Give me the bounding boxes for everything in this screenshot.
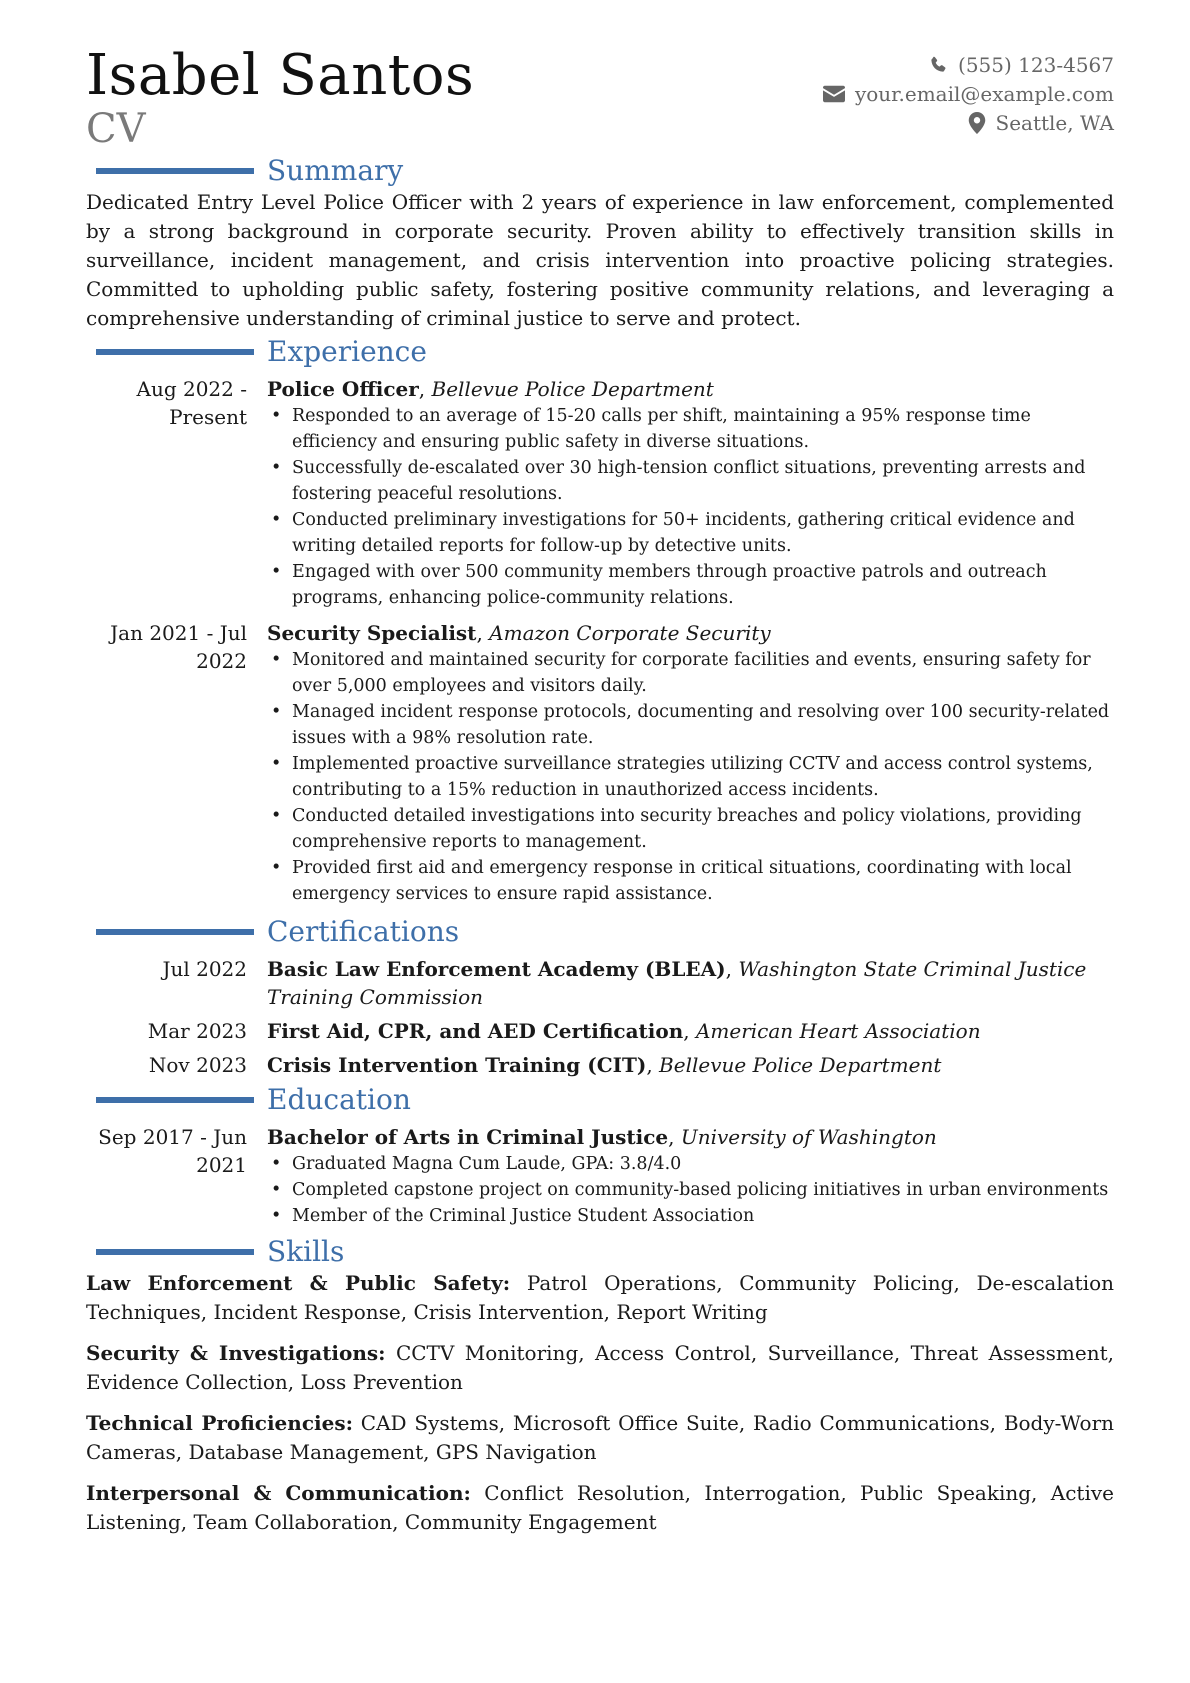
achievement-list — [267, 647, 1114, 907]
achievement-item: • Responded to an average of 15-20 calls per shift, maintaining a 95% response time efficiency and ensuring public safety in diverse situations. — [267, 403, 1114, 455]
person-name: Isabel Santos — [86, 43, 475, 108]
section-title: Summary — [267, 154, 404, 187]
issuer-name: Washington State Criminal Justice Training Commission — [267, 957, 1087, 1009]
entry-date: Nov 2023 — [148, 1053, 247, 1077]
entry-body — [267, 955, 1114, 1011]
entry-date: Sep 2017 - Jun 2021 — [98, 1125, 247, 1177]
entry-heading: Basic Law Enforcement Academy (BLEA), Washington State Criminal Justice Training Commission — [267, 957, 1087, 1009]
experience-entry — [86, 375, 1114, 611]
entry-date: Aug 2022 - Present — [136, 377, 247, 429]
skill-category: Security & Investigations: — [86, 1341, 386, 1365]
achievement-item: • Successfully de-escalated over 30 high-tension conflict situations, preventing arrests and fostering peaceful resolutions. — [267, 455, 1114, 507]
employer-name: Bellevue Police Department — [431, 377, 714, 401]
skill-values: CCTV Monitoring, Access Control, Surveillance, Threat Assessment, Evidence Collection, Loss Prevention — [86, 1341, 1114, 1394]
skill-group — [86, 1409, 1114, 1467]
school-name: University of Washington — [680, 1125, 937, 1149]
achievement-item: • Implemented proactive surveillance strategies utilizing CCTV and access control systems, contributing to a 15% reduction in unauthorized access incidents. — [267, 751, 1114, 803]
section-experience-heading — [86, 335, 1114, 369]
entry-body — [267, 1017, 1114, 1045]
entry-body — [267, 1123, 1114, 1229]
phone-number: (555) 123-4567 — [958, 52, 1114, 77]
document-subtitle: CV — [86, 106, 146, 152]
certification-name: First Aid, CPR, and AED Certification — [267, 1019, 684, 1043]
section-education-heading — [86, 1083, 1114, 1117]
section-accent-bar — [96, 168, 254, 174]
education-entry — [86, 1123, 1114, 1229]
entry-date: Jan 2021 - Jul 2022 — [110, 621, 247, 673]
skill-category: Technical Proficiencies: — [86, 1411, 353, 1435]
skill-values: Conflict Resolution, Interrogation, Public Speaking, Active Listening, Team Collaboration, Community Engagement — [86, 1481, 1114, 1534]
section-accent-bar — [96, 929, 254, 935]
section-skills-heading — [86, 1235, 1114, 1269]
section-accent-bar — [96, 1097, 254, 1103]
education-detail-item: • Graduated Magna Cum Laude, GPA: 3.8/4.0 — [267, 1151, 1114, 1177]
entry-heading: Security Specialist, Amazon Corporate Security — [267, 621, 771, 645]
section-accent-bar — [96, 349, 254, 355]
job-title: Security Specialist — [267, 621, 477, 645]
summary-text: Dedicated Entry Level Police Officer with 2 years of experience in law enforcement, complemented by a strong background in corporate security. Proven ability to effectively transition skills in surveillance, incident management, and crisis intervention into proactive policing strategies. Committed to upholding public safety, fostering positive community relations, and leveraging a comprehensive understanding of criminal justice to serve and protect. — [86, 190, 1114, 330]
achievement-item: • Engaged with over 500 community members through proactive patrols and outreach programs, enhancing police-community relations. — [267, 559, 1114, 611]
cv-page — [86, 43, 1115, 1549]
entry-heading: Bachelor of Arts in Criminal Justice, University of Washington — [267, 1125, 937, 1149]
location-text: Seattle, WA — [995, 110, 1114, 135]
skill-group — [86, 1479, 1114, 1537]
skill-group — [86, 1269, 1114, 1327]
contact-info — [823, 50, 1114, 137]
section-accent-bar — [96, 1249, 254, 1255]
experience-list — [86, 375, 1114, 907]
certification-entry — [86, 955, 1114, 1011]
education-detail-list — [267, 1151, 1114, 1229]
email-address: your.email@example.com — [854, 81, 1114, 106]
certification-entry — [86, 1017, 1114, 1045]
envelope-icon — [823, 85, 845, 103]
entry-heading: Police Officer, Bellevue Police Department — [267, 377, 714, 401]
skill-values: CAD Systems, Microsoft Office Suite, Radio Communications, Body-Worn Cameras, Database Management, GPS Navigation — [86, 1411, 1115, 1464]
job-title: Police Officer — [267, 377, 419, 401]
section-title: Skills — [267, 1235, 345, 1268]
skill-group — [86, 1339, 1114, 1397]
entry-body — [267, 375, 1114, 611]
section-certifications-heading — [86, 915, 1114, 949]
entry-body — [267, 1051, 1114, 1079]
entry-date: Mar 2023 — [147, 1019, 247, 1043]
achievement-list — [267, 403, 1114, 611]
education-list — [86, 1123, 1114, 1229]
achievement-item: • Conducted preliminary investigations for 50+ incidents, gathering critical evidence and writing detailed reports for follow-up by detective units. — [267, 507, 1114, 559]
section-summary-heading — [86, 154, 1114, 188]
contact-location — [823, 108, 1114, 137]
section-title: Certifications — [267, 915, 460, 948]
degree-name: Bachelor of Arts in Criminal Justice — [267, 1125, 669, 1149]
skills-list — [86, 1269, 1114, 1537]
contact-email[interactable] — [823, 79, 1114, 108]
achievement-item: • Managed incident response protocols, documenting and resolving over 100 security-related issues with a 98% resolution rate. — [267, 699, 1114, 751]
entry-heading: First Aid, CPR, and AED Certification, American Heart Association — [267, 1019, 981, 1043]
certification-name: Basic Law Enforcement Academy (BLEA) — [267, 957, 726, 981]
achievement-item: • Monitored and maintained security for corporate facilities and events, ensuring safety for over 5,000 employees and visitors daily. — [267, 647, 1114, 699]
skill-values: Patrol Operations, Community Policing, De-escalation Techniques, Incident Response, Crisis Intervention, Report Writing — [86, 1271, 1115, 1324]
phone-icon — [928, 55, 948, 75]
achievement-item: • Conducted detailed investigations into security breaches and policy violations, providing comprehensive reports to management. — [267, 803, 1114, 855]
skill-category: Law Enforcement & Public Safety: — [86, 1271, 511, 1295]
section-title: Experience — [267, 335, 427, 368]
issuer-name: Bellevue Police Department — [659, 1053, 942, 1077]
achievement-item: • Provided first aid and emergency response in critical situations, coordinating with local emergency services to ensure rapid assistance. — [267, 855, 1114, 907]
issuer-name: American Heart Association — [695, 1019, 981, 1043]
certification-entry — [86, 1051, 1114, 1079]
header — [86, 43, 1114, 154]
employer-name: Amazon Corporate Security — [489, 621, 771, 645]
entry-body — [267, 619, 1114, 907]
entry-heading: Crisis Intervention Training (CIT), Bellevue Police Department — [267, 1053, 942, 1077]
education-detail-item: • Member of the Criminal Justice Student Association — [267, 1203, 1114, 1229]
map-marker-icon — [968, 112, 986, 134]
skill-category: Interpersonal & Communication: — [86, 1481, 471, 1505]
contact-phone[interactable] — [823, 50, 1114, 79]
entry-date: Jul 2022 — [162, 957, 247, 981]
certification-name: Crisis Intervention Training (CIT) — [267, 1053, 647, 1077]
certifications-list — [86, 955, 1114, 1079]
education-detail-item: • Completed capstone project on community-based policing initiatives in urban environments — [267, 1177, 1114, 1203]
experience-entry — [86, 619, 1114, 907]
section-title: Education — [267, 1083, 411, 1116]
